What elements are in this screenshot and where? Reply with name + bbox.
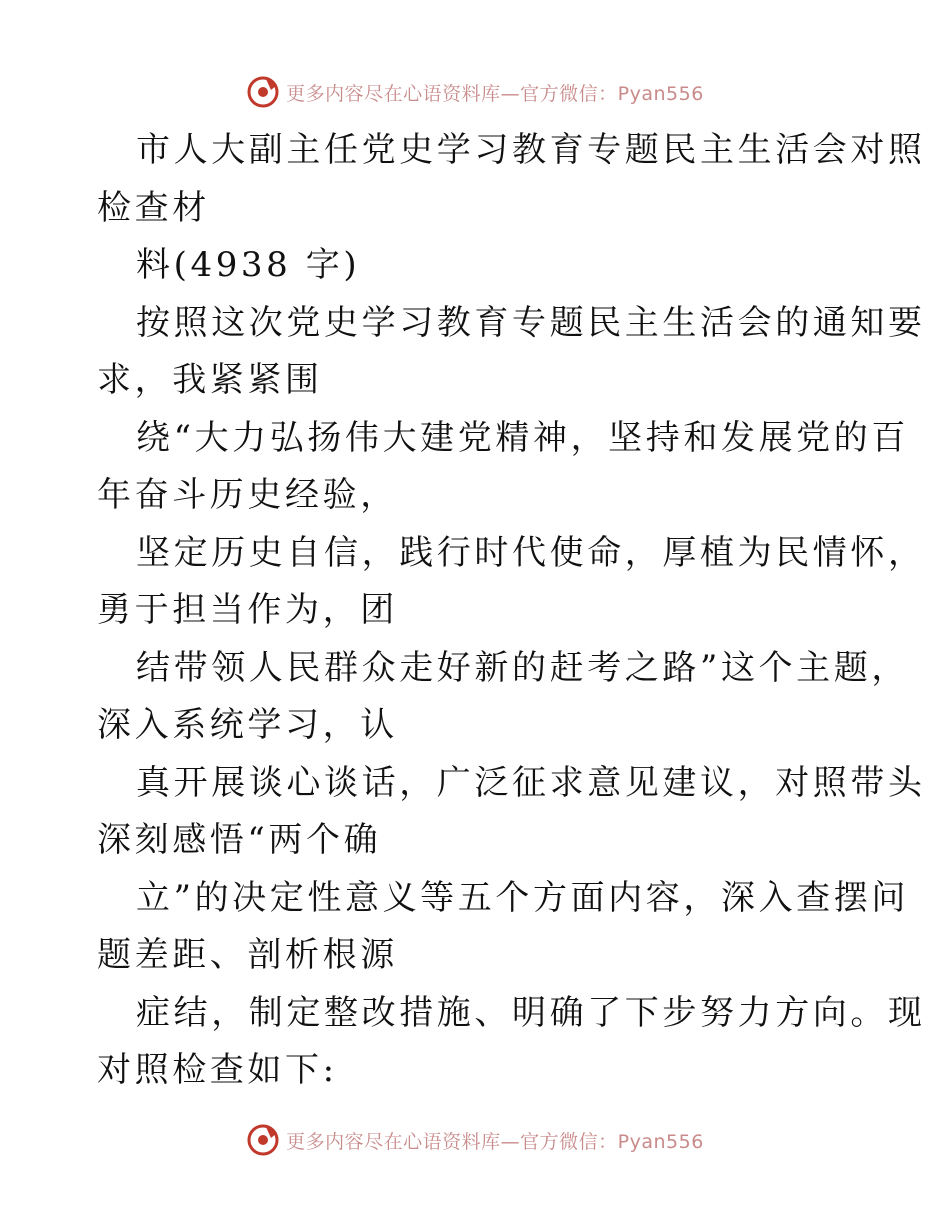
doc-line: 检查材 [97, 188, 210, 228]
doc-line: 深入系统学习，认 [97, 705, 398, 745]
doc-line: 症结，制定整改措施、明确了下步努力方向。现 [136, 993, 926, 1033]
watermark-text: 更多内容尽在心语资料库—官方微信：Pyan556 [286, 1130, 704, 1153]
doc-line: 料(4938 字) [136, 245, 361, 285]
doc-line: 市人大副主任党史学习教育专题民主生活会对照 [136, 130, 926, 170]
brand-logo-icon [246, 75, 280, 109]
doc-line: 题差距、剖析根源 [97, 935, 398, 975]
watermark-text: 更多内容尽在心语资料库—官方微信：Pyan556 [286, 82, 704, 105]
watermark-header [0, 72, 950, 112]
doc-line: 勇于担当作为，团 [97, 590, 398, 630]
doc-line: 结带领人民群众走好新的赶考之路”这个主题， [136, 648, 909, 688]
doc-line: 求，我紧紧围 [97, 360, 323, 400]
doc-line: 真开展谈心谈话，广泛征求意见建议，对照带头 [136, 763, 926, 803]
doc-line: 立”的决定性意义等五个方面内容，深入查摆问 [136, 878, 909, 918]
doc-line: 对照检查如下: [97, 1050, 338, 1090]
doc-line: 绕“大力弘扬伟大建党精神，坚持和发展党的百 [136, 418, 909, 458]
doc-line: 坚定历史自信，践行时代使命，厚植为民情怀， [136, 533, 926, 573]
doc-line: 年奋斗历史经验， [97, 475, 398, 515]
doc-line: 深刻感悟“两个确 [97, 820, 382, 860]
watermark-footer [0, 1120, 950, 1160]
brand-logo-icon [246, 1123, 280, 1157]
doc-line: 按照这次党史学习教育专题民主生活会的通知要 [136, 303, 926, 343]
